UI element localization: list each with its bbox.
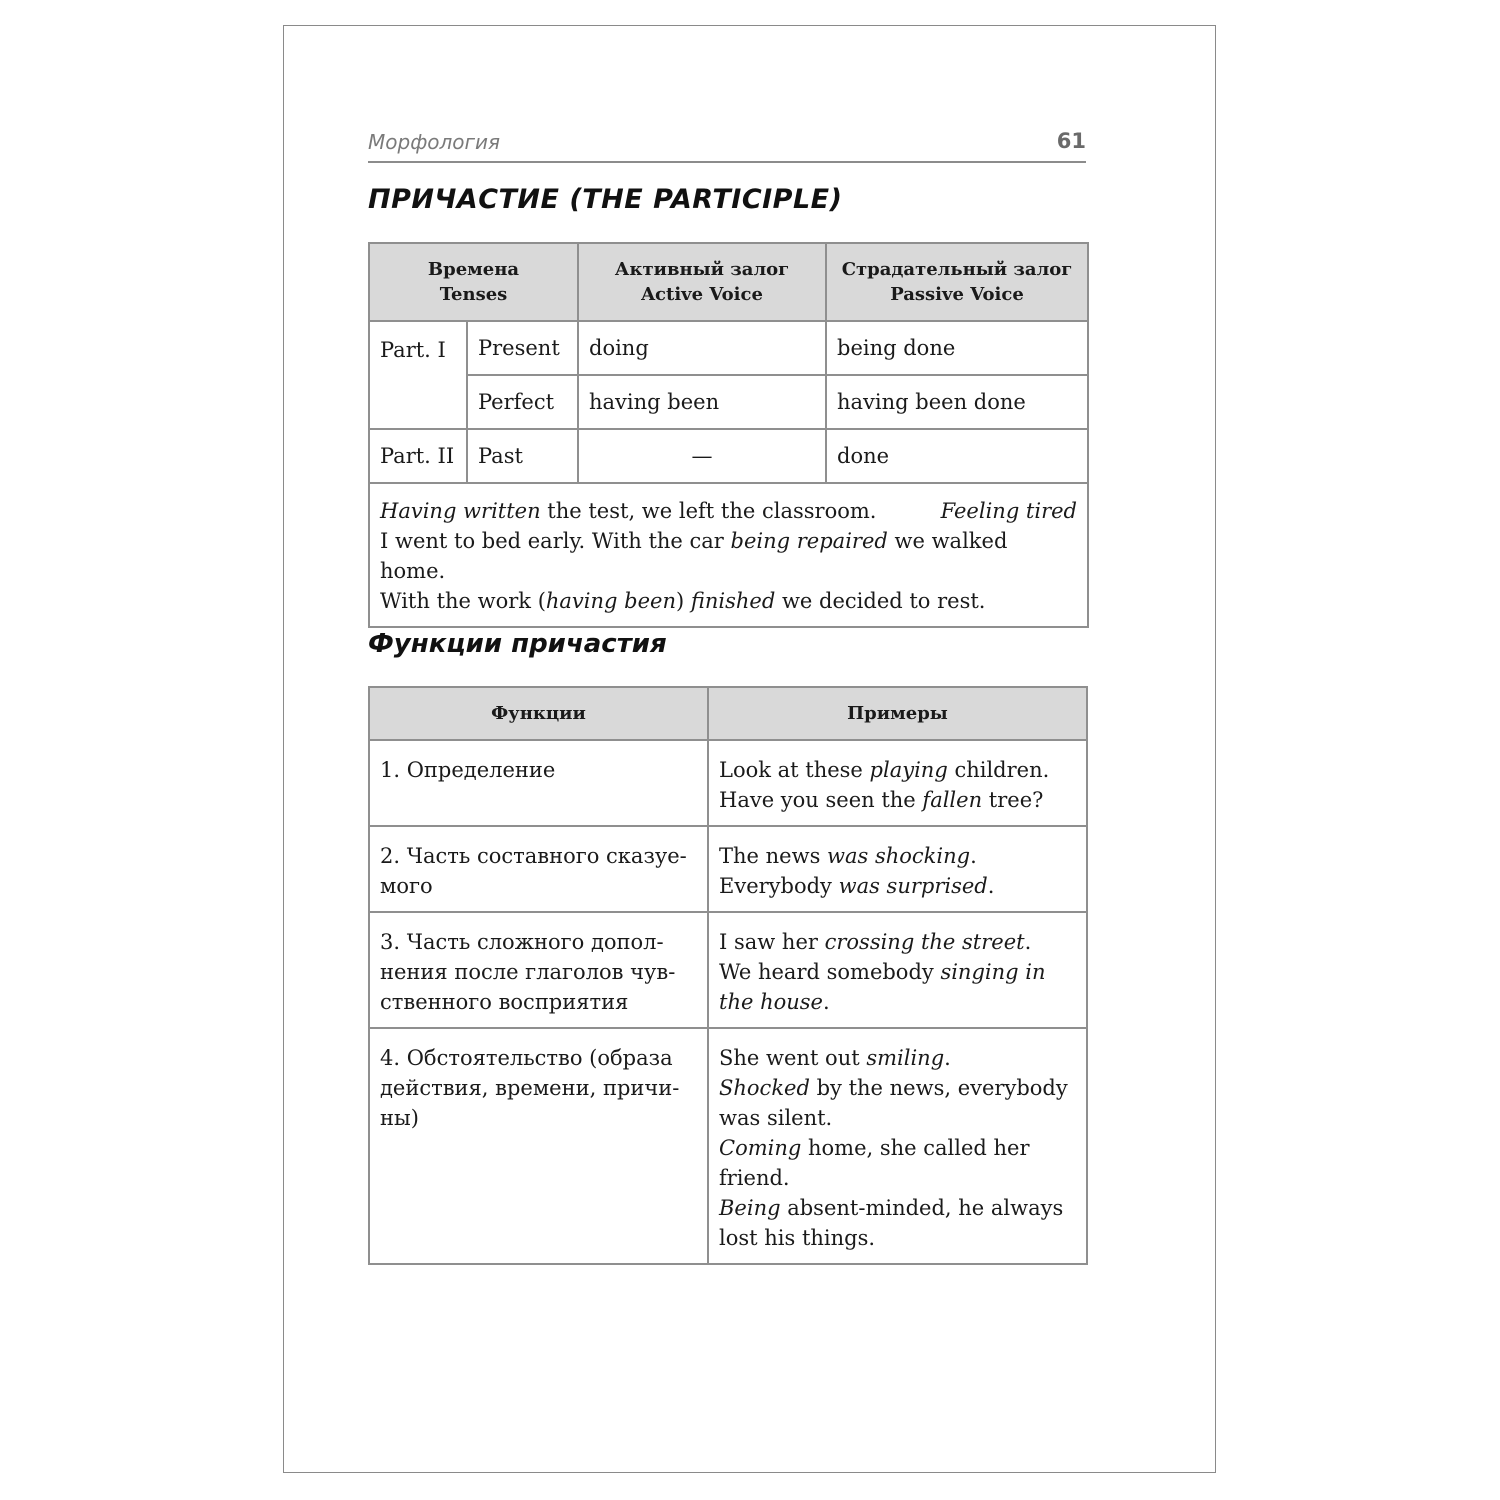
passive-cell: being done <box>826 321 1088 375</box>
example-cell: She went out smiling. Shocked by the news, everybody was silent. Coming home, she called her friend. Being absent-minded, he always lost his things. <box>708 1028 1087 1264</box>
header-tenses: Времена Tenses <box>369 243 578 321</box>
table-header-row <box>369 687 1087 740</box>
participle-forms-table <box>368 242 1089 628</box>
active-cell: doing <box>578 321 826 375</box>
part-cell: Part. II <box>369 429 467 483</box>
table-header-row <box>369 243 1088 321</box>
section-subtitle: Функции причастия <box>368 629 667 659</box>
function-cell: 2. Часть составного сказуе- мого <box>369 826 708 912</box>
page-title: ПРИЧАСТИЕ (THE PARTICIPLE) <box>368 184 843 215</box>
header-passive-voice: Страдательный залог Passive Voice <box>826 243 1088 321</box>
tense-cell: Perfect <box>467 375 578 429</box>
examples-row <box>369 483 1088 627</box>
header-examples: Примеры <box>708 687 1087 740</box>
part-cell: Part. I <box>369 321 467 429</box>
running-head <box>368 127 1086 163</box>
participle-functions-table <box>368 686 1088 1265</box>
tense-cell: Past <box>467 429 578 483</box>
example-line: I went to bed early. With the car being repaired we walked home. <box>380 529 1008 583</box>
table-row <box>369 912 1087 1028</box>
passive-cell: done <box>826 429 1088 483</box>
header-active-voice: Активный залог Active Voice <box>578 243 826 321</box>
table-row <box>369 429 1088 483</box>
header-functions: Функции <box>369 687 708 740</box>
table-row <box>369 321 1088 375</box>
function-cell: 1. Определение <box>369 740 708 826</box>
table-row <box>369 826 1087 912</box>
table-row <box>369 740 1087 826</box>
example-cell: I saw her crossing the street. We heard somebody singing in the house. <box>708 912 1087 1028</box>
function-cell: 3. Часть сложного допол- нения после глаголов чув- ственного восприятия <box>369 912 708 1028</box>
function-cell: 4. Обстоятельство (образа действия, времени, причи- ны) <box>369 1028 708 1264</box>
table-row <box>369 375 1088 429</box>
example-cell: The news was shocking. Everybody was surprised. <box>708 826 1087 912</box>
example-cell: Look at these playing children. Have you seen the fallen tree? <box>708 740 1087 826</box>
table-row <box>369 1028 1087 1264</box>
example-line: Having written the test, we left the classroom. Feeling tired <box>380 499 1077 523</box>
passive-cell: having been done <box>826 375 1088 429</box>
section-name: Морфология <box>368 130 501 154</box>
active-cell: having been <box>578 375 826 429</box>
example-line: With the work (having been) finished we decided to rest. <box>380 589 986 613</box>
examples-cell <box>369 483 1088 627</box>
page-number: 61 <box>1056 129 1086 153</box>
active-cell: — <box>578 429 826 483</box>
tense-cell: Present <box>467 321 578 375</box>
